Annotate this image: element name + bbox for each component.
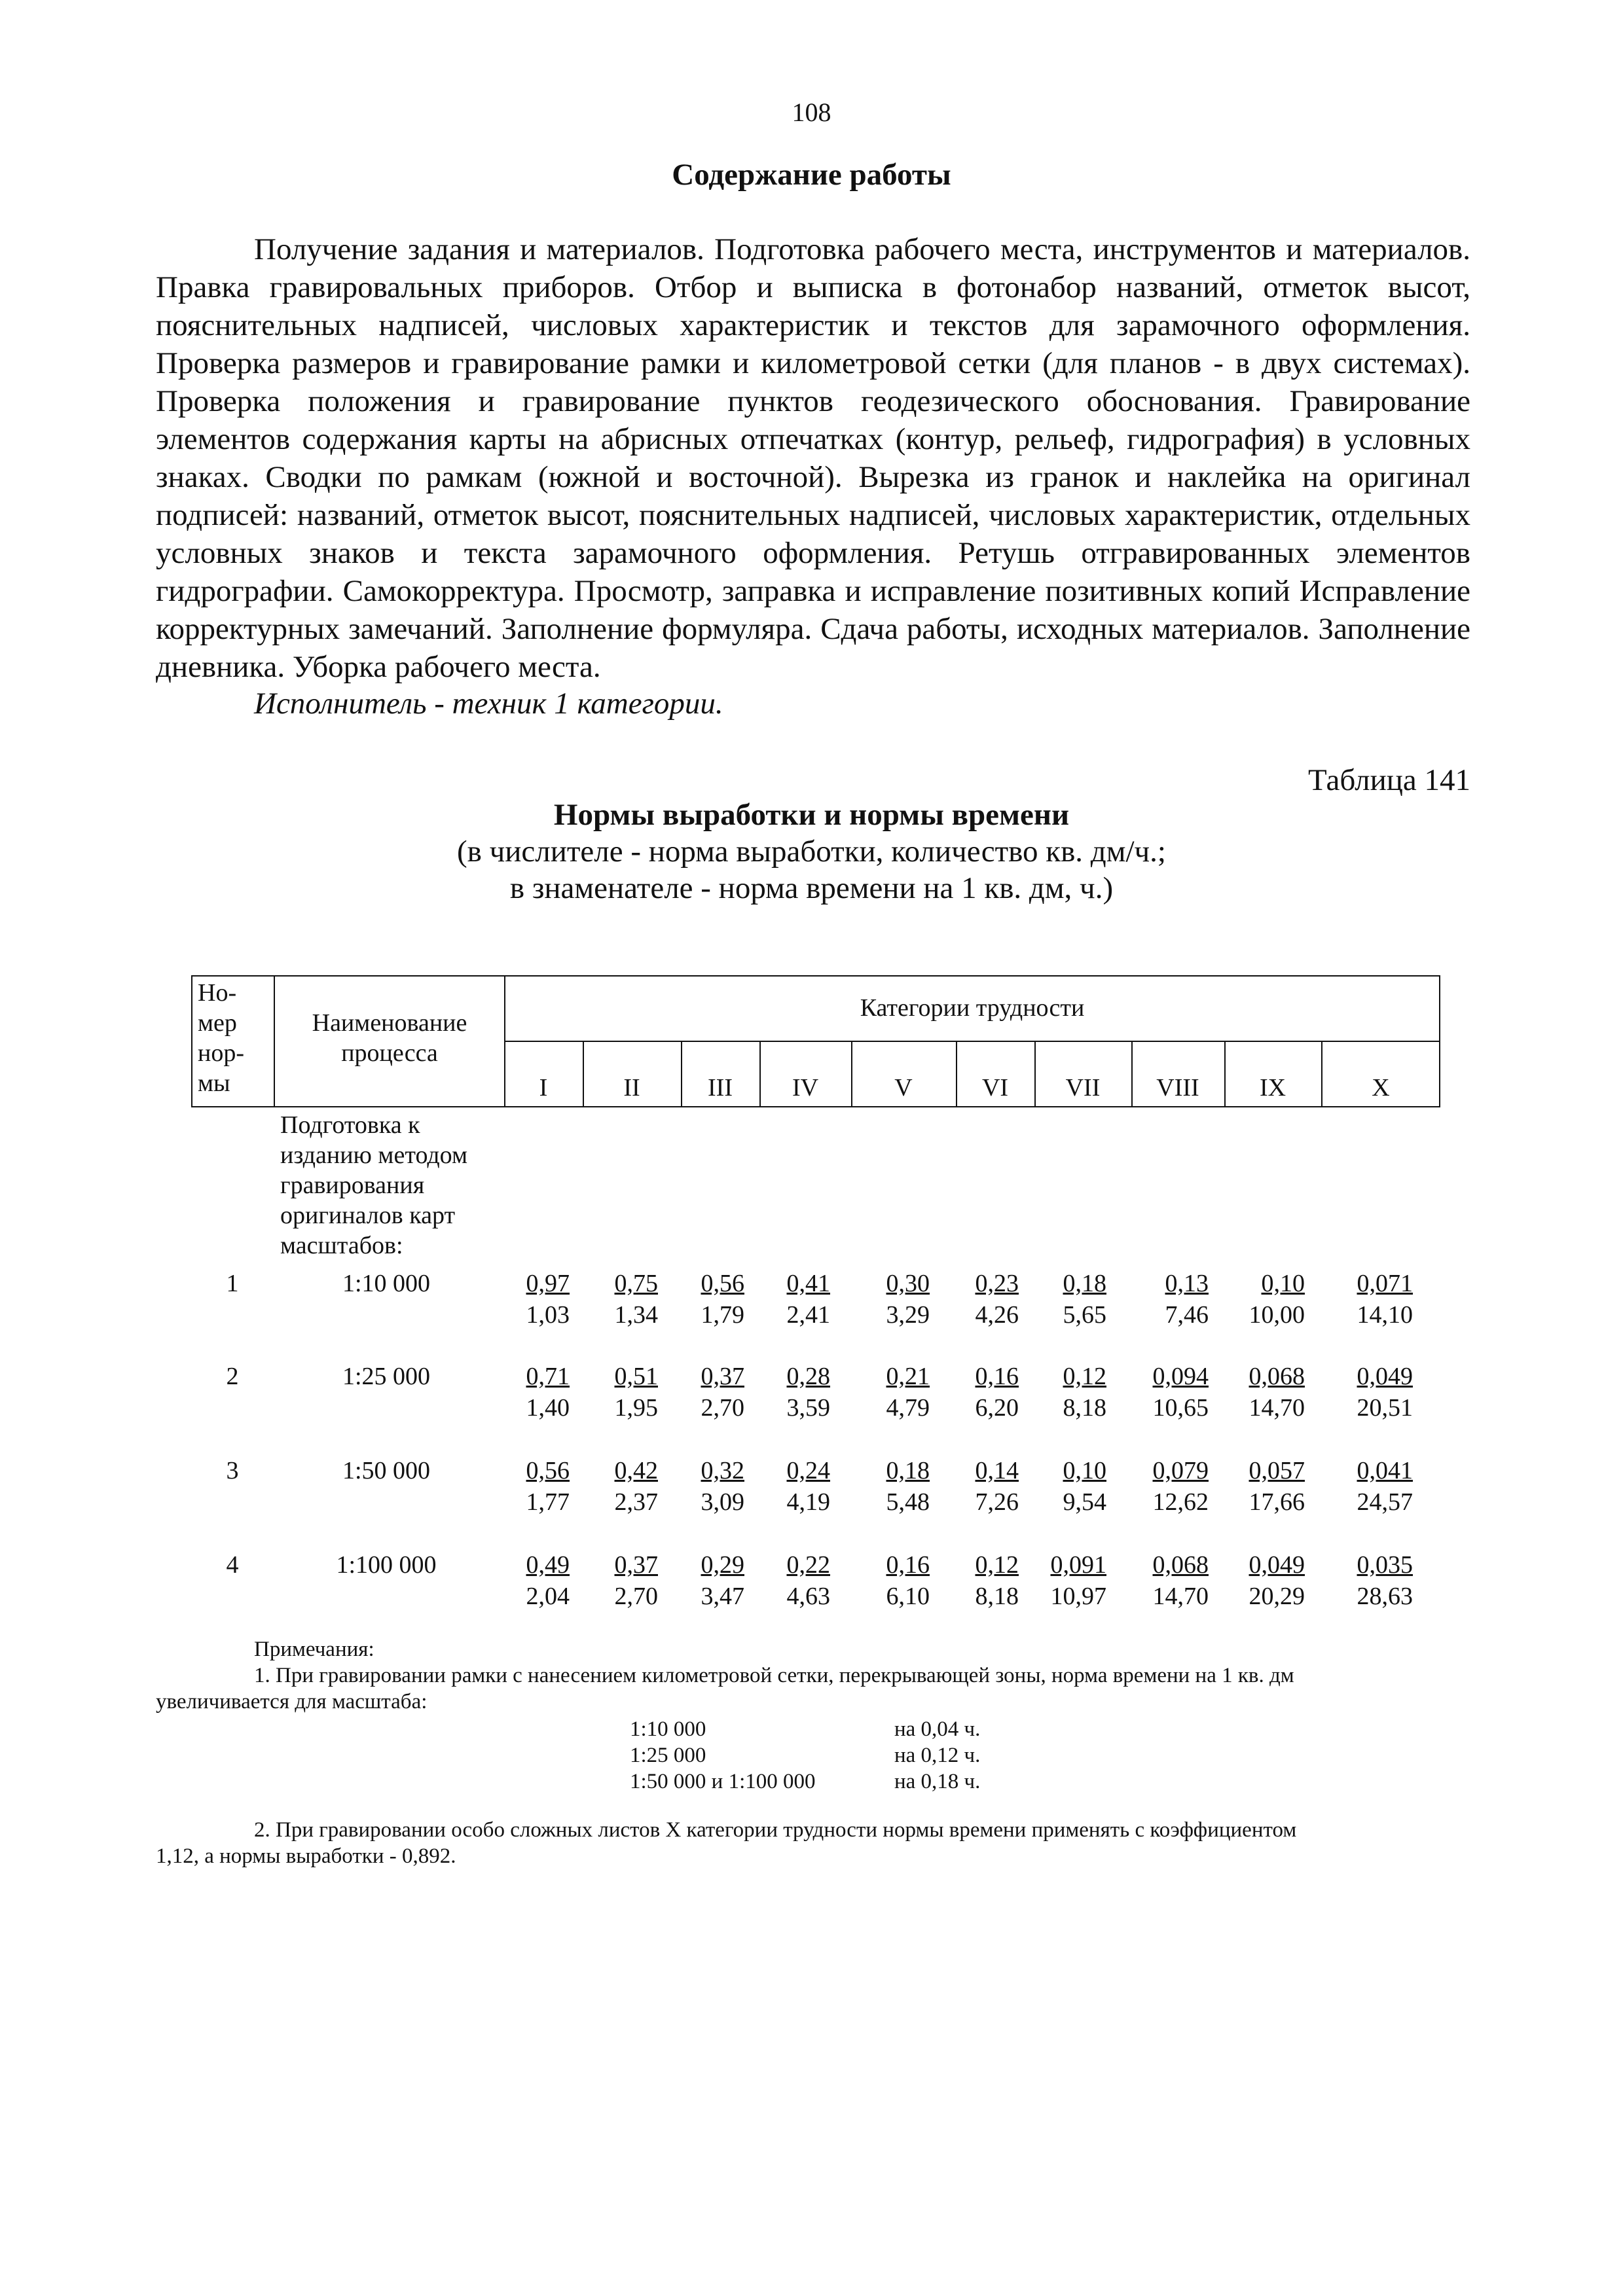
time-norm-cell: 3,09 xyxy=(701,1488,744,1516)
output-norm-cell: 0,28 xyxy=(786,1363,830,1390)
time-norm-cell: 7,46 xyxy=(1165,1301,1209,1329)
output-norm-cell: 0,24 xyxy=(786,1457,830,1484)
output-norm-cell: 0,13 xyxy=(1165,1270,1209,1297)
output-norm-cell: 0,18 xyxy=(1063,1270,1106,1297)
time-norm-cell: 4,26 xyxy=(975,1301,1019,1329)
time-norm-cell: 14,10 xyxy=(1357,1301,1413,1329)
output-norm-cell: 0,97 xyxy=(526,1270,570,1297)
note-2-line-2: 1,12, а нормы выработки - 0,892. xyxy=(156,1844,456,1868)
table-subtitle-line-2: в знаменателе - норма времени на 1 кв. дм, ч.) xyxy=(509,871,1114,905)
category-header-4: IV xyxy=(792,1074,819,1102)
row-number: 4 xyxy=(226,1551,239,1579)
work-content-paragraph: Получение задания и материалов. Подготовка рабочего места, инструментов и материалов. Правка гравировальных приборов. Отбор и выписка в фотонабор названий, отметок высот, пояснительных надписей, числовых характеристик и текстов для зарамочного оформления. Проверка размеров и гравирование рамки и километровой сетки (для планов - в двух системах). Проверка положения и гравирование пунктов геодезического обоснования. Гравирование элементов содержания карты на абрисных отпечатках (контур, рельеф, гидрография) в условных знаках. Сводки по рамкам (южной и восточной). Вырезка из гранок и наклейка на оригинал подписей: названий, отметок высот, пояснительных надписей, числовых характеристик, отдельных условных знаков и текста зарамочного оформления. Ретушь отгравированных элементов гидрографии. Самокорректура. Просмотр, заправка и исправление позитивных копий Исправление корректурных замечаний. Заполнение формуляра. Сдача работы, исходных материалов. Заполнение дневника. Уборка рабочего места. xyxy=(156,232,1470,684)
time-norm-cell: 2,70 xyxy=(701,1394,744,1422)
category-header-3: III xyxy=(708,1074,733,1102)
time-norm-cell: 5,48 xyxy=(886,1488,930,1516)
executor-note: Исполнитель - техник 1 категории. xyxy=(254,687,723,721)
output-norm-cell: 0,41 xyxy=(786,1270,830,1297)
time-norm-cell: 4,19 xyxy=(786,1488,830,1516)
time-norm-cell: 8,18 xyxy=(1063,1394,1106,1422)
output-norm-cell: 0,035 xyxy=(1357,1551,1413,1579)
section-title: Содержание работы xyxy=(672,158,951,192)
output-norm-cell: 0,049 xyxy=(1357,1363,1413,1390)
output-norm-cell: 0,071 xyxy=(1357,1270,1413,1297)
page-number: 108 xyxy=(792,98,831,127)
increment-scale: 1:10 000 xyxy=(630,1717,706,1741)
increment-value: на 0,12 ч. xyxy=(894,1744,981,1767)
output-norm-cell: 0,42 xyxy=(614,1457,658,1484)
category-header-9: IX xyxy=(1259,1074,1286,1102)
time-norm-cell: 1,95 xyxy=(614,1394,658,1422)
increment-scale: 1:50 000 и 1:100 000 xyxy=(630,1770,816,1793)
output-norm-cell: 0,49 xyxy=(526,1551,570,1579)
time-norm-cell: 3,47 xyxy=(701,1583,744,1610)
row-number: 1 xyxy=(226,1270,239,1297)
output-norm-cell: 0,068 xyxy=(1152,1551,1209,1579)
time-norm-cell: 1,03 xyxy=(526,1301,570,1329)
output-norm-cell: 0,71 xyxy=(526,1363,570,1390)
row-scale: 1:25 000 xyxy=(342,1363,431,1390)
output-norm-cell: 0,049 xyxy=(1249,1551,1305,1579)
time-norm-cell: 10,00 xyxy=(1249,1301,1305,1329)
increment-value: на 0,04 ч. xyxy=(894,1717,981,1741)
note-1-line-2: увеличивается для масштаба: xyxy=(156,1690,428,1713)
time-norm-cell: 4,63 xyxy=(786,1583,830,1610)
time-norm-cell: 12,62 xyxy=(1152,1488,1209,1516)
time-norm-cell: 1,40 xyxy=(526,1394,570,1422)
category-header-6: VI xyxy=(981,1074,1009,1102)
time-norm-cell: 2,04 xyxy=(526,1583,570,1610)
time-norm-cell: 6,10 xyxy=(886,1583,930,1610)
column-header-number: Но- мер нор- мы xyxy=(198,979,244,1097)
output-norm-cell: 0,30 xyxy=(886,1270,930,1297)
output-norm-cell: 0,37 xyxy=(614,1551,658,1579)
output-norm-cell: 0,75 xyxy=(614,1270,658,1297)
time-norm-cell: 10,97 xyxy=(1050,1583,1106,1610)
time-norm-cell: 1,79 xyxy=(701,1301,744,1329)
output-norm-cell: 0,16 xyxy=(975,1363,1019,1390)
output-norm-cell: 0,16 xyxy=(886,1551,930,1579)
time-norm-cell: 24,57 xyxy=(1357,1488,1413,1516)
time-norm-cell: 3,59 xyxy=(786,1394,830,1422)
table-title: Нормы выработки и нормы времени xyxy=(553,798,1070,832)
time-norm-cell: 20,29 xyxy=(1249,1583,1305,1610)
category-header-2: II xyxy=(623,1074,640,1102)
time-norm-cell: 2,70 xyxy=(614,1583,658,1610)
time-norm-cell: 20,51 xyxy=(1357,1394,1413,1422)
output-norm-cell: 0,32 xyxy=(701,1457,744,1484)
row-number: 3 xyxy=(226,1457,239,1484)
time-norm-cell: 28,63 xyxy=(1357,1583,1413,1610)
time-norm-cell: 5,65 xyxy=(1063,1301,1106,1329)
output-norm-cell: 0,23 xyxy=(975,1270,1019,1297)
output-norm-cell: 0,37 xyxy=(701,1363,744,1390)
time-norm-cell: 1,77 xyxy=(526,1488,570,1516)
output-norm-cell: 0,51 xyxy=(614,1363,658,1390)
column-header-categories: Категории трудности xyxy=(860,994,1085,1022)
output-norm-cell: 0,56 xyxy=(701,1270,744,1297)
process-group-label: Подготовка к изданию методом гравирования оригиналов карт масштабов: xyxy=(280,1111,468,1259)
time-norm-cell: 7,26 xyxy=(975,1488,1019,1516)
output-norm-cell: 0,041 xyxy=(1357,1457,1413,1484)
time-norm-cell: 14,70 xyxy=(1249,1394,1305,1422)
category-header-1: I xyxy=(539,1074,548,1102)
time-norm-cell: 10,65 xyxy=(1152,1394,1209,1422)
time-norm-cell: 14,70 xyxy=(1152,1583,1209,1610)
time-norm-cell: 8,18 xyxy=(975,1583,1019,1610)
notes-title: Примечания: xyxy=(254,1638,374,1661)
table-label: Таблица 141 xyxy=(1307,763,1470,797)
increment-value: на 0,18 ч. xyxy=(894,1770,981,1793)
category-header-8: VIII xyxy=(1156,1074,1199,1102)
output-norm-cell: 0,079 xyxy=(1152,1457,1209,1484)
output-norm-cell: 0,10 xyxy=(1261,1270,1305,1297)
output-norm-cell: 0,12 xyxy=(1063,1363,1106,1390)
output-norm-cell: 0,21 xyxy=(886,1363,930,1390)
row-scale: 1:100 000 xyxy=(336,1551,437,1579)
output-norm-cell: 0,10 xyxy=(1063,1457,1106,1484)
output-norm-cell: 0,094 xyxy=(1152,1363,1209,1390)
category-header-7: VII xyxy=(1065,1074,1101,1102)
output-norm-cell: 0,29 xyxy=(701,1551,744,1579)
time-norm-cell: 2,41 xyxy=(786,1301,830,1329)
time-norm-cell: 1,34 xyxy=(614,1301,658,1329)
output-norm-cell: 0,12 xyxy=(975,1551,1019,1579)
output-norm-cell: 0,091 xyxy=(1050,1551,1106,1579)
time-norm-cell: 17,66 xyxy=(1249,1488,1305,1516)
output-norm-cell: 0,56 xyxy=(526,1457,570,1484)
note-2-line-1: 2. При гравировании особо сложных листов Х категории трудности нормы времени применять с коэффициентом xyxy=(254,1818,1297,1842)
output-norm-cell: 0,14 xyxy=(975,1457,1019,1484)
note-1-line-1: 1. При гравировании рамки с нанесением километровой сетки, перекрывающей зоны, норма времени на 1 кв. дм xyxy=(254,1664,1294,1687)
time-norm-cell: 3,29 xyxy=(886,1301,930,1329)
time-norm-cell: 4,79 xyxy=(886,1394,930,1422)
column-header-process: Наименование процесса xyxy=(312,1009,467,1067)
time-norm-cell: 9,54 xyxy=(1063,1488,1106,1516)
table-subtitle-line-1: (в числителе - норма выработки, количество кв. дм/ч.; xyxy=(457,834,1166,869)
output-norm-cell: 0,18 xyxy=(886,1457,930,1484)
category-header-5: V xyxy=(894,1074,913,1102)
row-number: 2 xyxy=(226,1363,239,1390)
row-scale: 1:10 000 xyxy=(342,1270,431,1297)
category-header-10: X xyxy=(1372,1074,1390,1102)
time-norm-cell: 2,37 xyxy=(614,1488,658,1516)
increment-scale: 1:25 000 xyxy=(630,1744,706,1767)
time-norm-cell: 6,20 xyxy=(975,1394,1019,1422)
output-norm-cell: 0,22 xyxy=(786,1551,830,1579)
output-norm-cell: 0,057 xyxy=(1249,1457,1305,1484)
row-scale: 1:50 000 xyxy=(342,1457,431,1484)
output-norm-cell: 0,068 xyxy=(1249,1363,1305,1390)
